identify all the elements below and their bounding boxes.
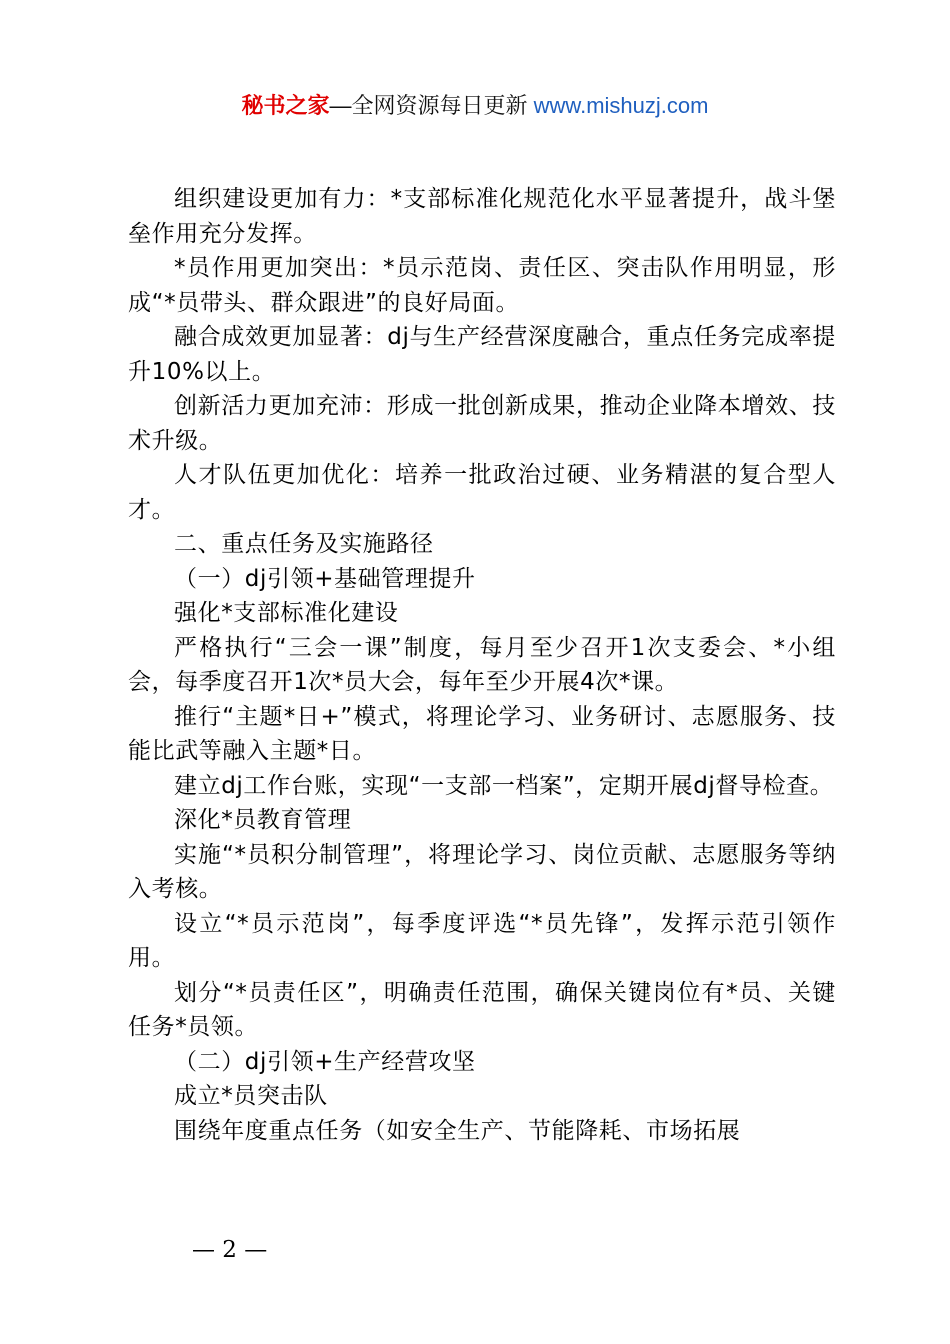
header-tagline: —全网资源每日更新 [329, 93, 534, 118]
subsection-heading: （一）dj引领+基础管理提升 [174, 565, 476, 592]
paragraph: 实施“*员积分制管理”，将理论学习、岗位贡献、志愿服务等纳入考核。 [128, 841, 836, 902]
paragraph: 设立“*员示范岗”，每季度评选“*员先锋”，发挥示范引领作用。 [128, 910, 836, 971]
paragraph: 创新活力更加充沛：形成一批创新成果，推动企业降本增效、技术升级。 [128, 393, 836, 454]
paragraph: 组织建设更加有力：*支部标准化规范化水平显著提升，战斗堡垒作用充分发挥。 [128, 186, 836, 247]
paragraph: *员作用更加突出：*员示范岗、责任区、突击队作用明显，形成“*员带头、群众跟进”的良好局面。 [128, 255, 836, 316]
section-heading: 二、重点任务及实施路径 [174, 531, 434, 557]
paragraph: 融合成效更加显著：dj与生产经营深度融合，重点任务完成率提升10%以上。 [128, 324, 836, 385]
page-number: — 2 — [192, 1237, 268, 1263]
document-body [128, 182, 836, 1148]
paragraph: 严格执行“三会一课”制度，每月至少召开1次支委会、*小组会，每季度召开1次*员大会，每年至少开展4次*课。 [128, 634, 836, 695]
site-url[interactable]: www.mishuzj.com [533, 93, 709, 118]
paragraph: 推行“主题*日+”模式，将理论学习、业务研讨、志愿服务、技能比武等融入主题*日。 [128, 703, 836, 764]
item-heading: 强化*支部标准化建设 [174, 600, 399, 626]
item-heading: 成立*员突击队 [174, 1083, 328, 1109]
paragraph: 建立dj工作台账，实现“一支部一档案”，定期开展dj督导检查。 [174, 772, 834, 799]
paragraph: 围绕年度重点任务（如安全生产、节能降耗、市场拓展 [174, 1117, 741, 1144]
subsection-heading: （二）dj引领+生产经营攻坚 [174, 1048, 476, 1075]
paragraph: 人才队伍更加优化：培养一批政治过硬、业务精湛的复合型人才。 [128, 462, 836, 523]
site-header [0, 86, 950, 126]
brand-name: 秘书之家 [241, 93, 330, 118]
paragraph: 划分“*员责任区”，明确责任范围，确保关键岗位有*员、关键任务*员领。 [128, 979, 836, 1040]
item-heading: 深化*员教育管理 [174, 807, 352, 833]
